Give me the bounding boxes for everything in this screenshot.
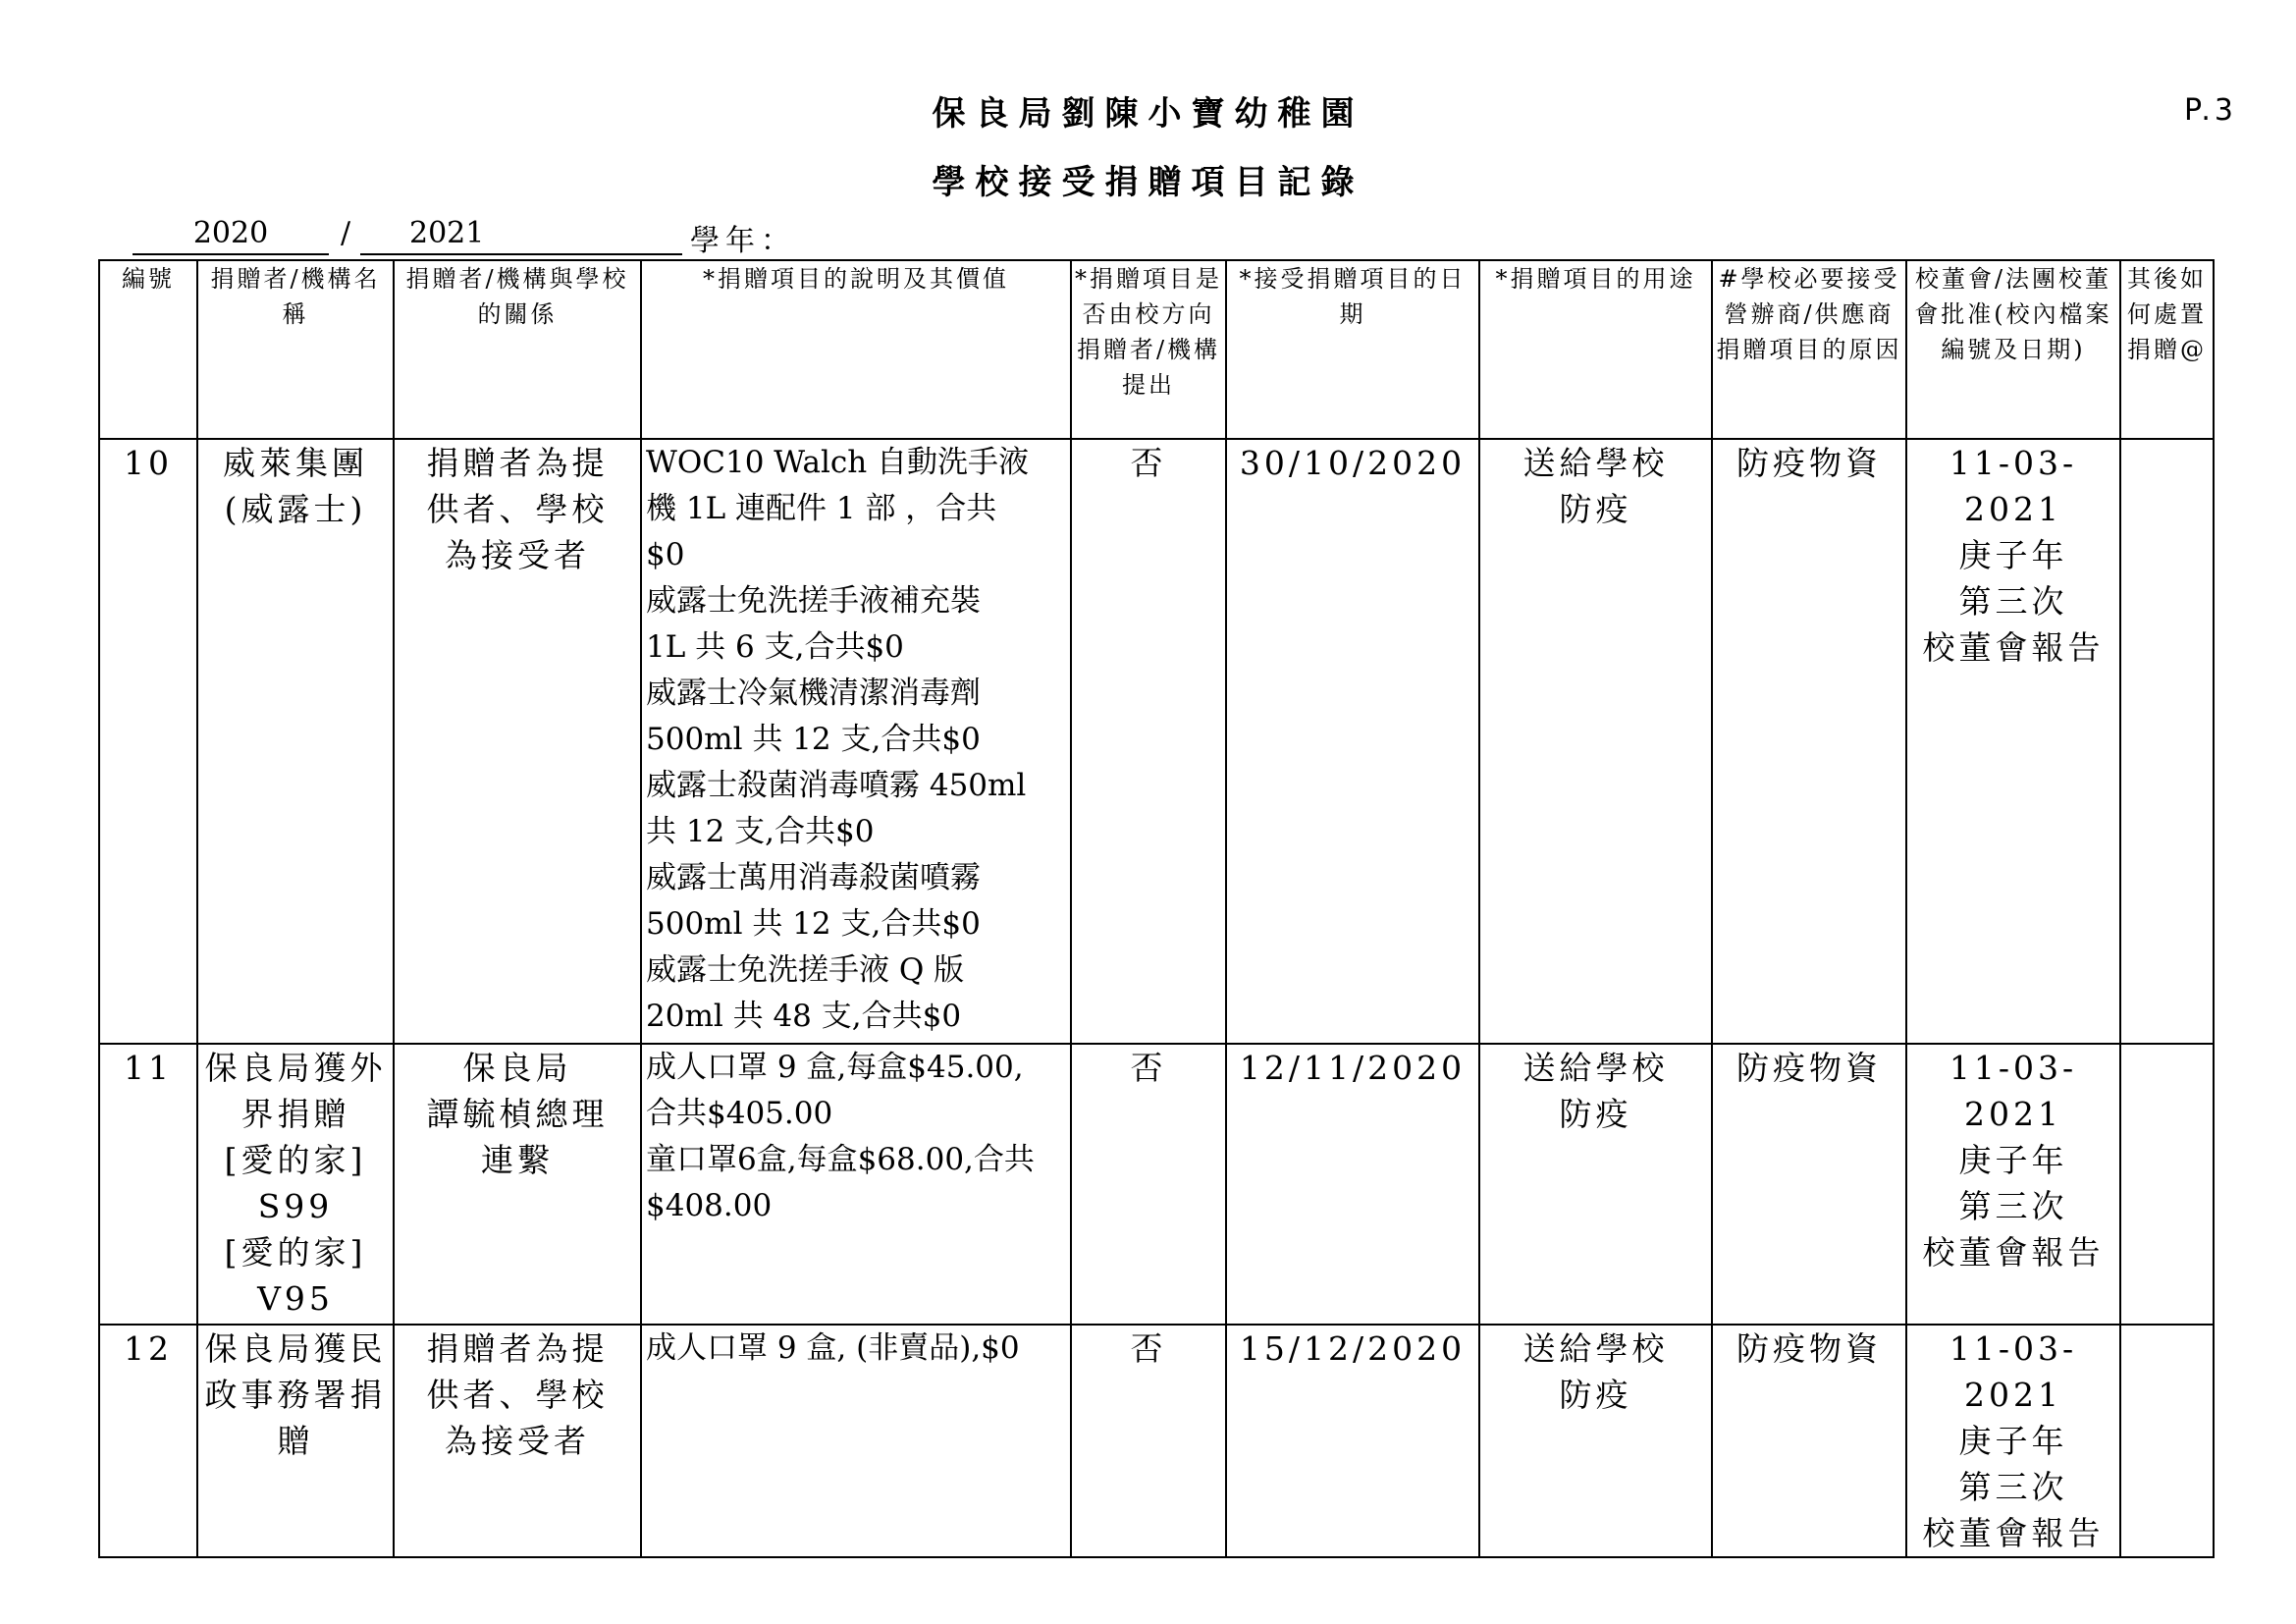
reason-cell: 防疫物資	[1712, 1044, 1906, 1325]
cell-line: 合共$405.00	[646, 1096, 833, 1131]
cell-line: 連繫	[481, 1141, 554, 1179]
cell-line: 500ml 共 12 支,合共$0	[646, 722, 981, 757]
cell-line: 捐贈者為提	[426, 1329, 609, 1368]
donor-cell	[197, 1325, 394, 1557]
cell-line: 校董會報告	[1922, 1514, 2105, 1552]
relation-cell	[394, 439, 641, 1044]
school-name: 保良局劉陳小寶幼稚園	[932, 94, 1364, 134]
cell-line: 1L 共 6 支,合共$0	[646, 629, 904, 665]
cell-line: [愛的家]	[224, 1141, 367, 1179]
cell-line: 童口罩6盒,每盒$68.00,合共	[646, 1142, 1035, 1177]
cell-line: 11-03-2021	[1949, 1329, 2078, 1414]
date-cell: 30/10/2020	[1226, 439, 1479, 1044]
header-row	[99, 260, 2214, 439]
col-number-header: 編號	[99, 260, 197, 439]
cell-line: 送給學校	[1522, 1329, 1669, 1368]
cell-line: 庚子年	[1958, 1422, 2068, 1460]
purpose-cell	[1479, 1044, 1712, 1325]
col-relation-header: 捐贈者/機構與學校的關係	[394, 260, 641, 439]
cell-line: 為接受者	[445, 1422, 590, 1460]
table-row	[99, 1325, 2214, 1557]
col-approval-header: 校董會/法團校董會批准(校內檔案編號及日期)	[1906, 260, 2120, 439]
cell-line: V95	[257, 1279, 334, 1318]
relation-cell	[394, 1044, 641, 1325]
purpose-cell	[1479, 439, 1712, 1044]
cell-line: 威露士免洗搓手液補充裝	[646, 583, 981, 619]
cell-line: 第三次	[1958, 1187, 2068, 1225]
cell-line: 捐贈者為提	[426, 444, 609, 482]
cell-line: 防疫	[1559, 1376, 1632, 1414]
col-donor-name-header: 捐贈者/機構名稱	[197, 260, 394, 439]
cell-line: 防疫	[1559, 1095, 1632, 1133]
approval-cell	[1906, 1044, 2120, 1325]
approval-cell	[1906, 1325, 2120, 1557]
date-cell: 15/12/2020	[1226, 1325, 1479, 1557]
disposal-cell	[2120, 439, 2214, 1044]
date-cell: 12/11/2020	[1226, 1044, 1479, 1325]
number-cell: 11	[99, 1044, 197, 1325]
requested-cell: 否	[1071, 1325, 1226, 1557]
col-date-header: *接受捐贈項目的日期	[1226, 260, 1479, 439]
form-title: 學校接受捐贈項目記錄	[932, 163, 1364, 202]
cell-line: 威露士殺菌消毒噴霧 450ml	[646, 768, 1027, 803]
table-row	[99, 1044, 2214, 1325]
cell-line: 保良局獲民	[204, 1329, 387, 1368]
cell-line: 500ml 共 12 支,合共$0	[646, 906, 981, 942]
cell-line: WOC10 Walch 自動洗手液	[646, 445, 1030, 480]
reason-cell: 防疫物資	[1712, 1325, 1906, 1557]
description-cell	[641, 1325, 1071, 1557]
purpose-cell	[1479, 1325, 1712, 1557]
cell-line: 第三次	[1958, 582, 2068, 621]
cell-line: 威露士免洗搓手液 Q 版	[646, 952, 965, 988]
cell-line: 11-03-2021	[1949, 1049, 2078, 1133]
cell-line: $0	[646, 537, 685, 572]
cell-line: 保良局獲外	[204, 1049, 387, 1087]
disposal-cell	[2120, 1325, 2214, 1557]
year-separator: /	[341, 216, 351, 250]
col-disposal-header: 其後如何處置捐贈@	[2120, 260, 2214, 439]
cell-line: 庚子年	[1958, 1141, 2068, 1179]
cell-line: [愛的家]	[224, 1233, 367, 1272]
cell-line: 贈	[277, 1422, 314, 1460]
cell-line: 送給學校	[1522, 1049, 1669, 1087]
col-requested-header: *捐贈項目是否由校方向捐贈者/機構提出	[1071, 260, 1226, 439]
year-end: 2021	[409, 216, 485, 250]
cell-line: 校董會報告	[1922, 628, 2105, 667]
cell-line: 共 12 支,合共$0	[646, 814, 875, 849]
cell-line: 供者、學校	[426, 490, 609, 528]
disposal-cell	[2120, 1044, 2214, 1325]
cell-line: 成人口罩 9 盒,每盒$45.00,	[646, 1050, 1024, 1085]
description-cell	[641, 1044, 1071, 1325]
table-row	[99, 439, 2214, 1044]
description-cell	[641, 439, 1071, 1044]
number-cell: 12	[99, 1325, 197, 1557]
cell-line: 20ml 共 48 支,合共$0	[646, 999, 962, 1034]
donor-cell	[197, 1044, 394, 1325]
cell-line: 機 1L 連配件 1 部 ，合共	[646, 491, 997, 526]
cell-line: 第三次	[1958, 1468, 2068, 1506]
approval-cell	[1906, 439, 2120, 1044]
cell-line: 校董會報告	[1922, 1233, 2105, 1272]
year-label: 學年：	[690, 224, 796, 258]
cell-line: 送給學校	[1522, 444, 1669, 482]
cell-line: 庚子年	[1958, 536, 2068, 574]
cell-line: 威萊集團	[223, 444, 368, 482]
col-purpose-header: *捐贈項目的用途	[1479, 260, 1712, 439]
cell-line: 為接受者	[445, 536, 590, 574]
donation-record-table	[98, 259, 2215, 1558]
reason-cell: 防疫物資	[1712, 439, 1906, 1044]
cell-line: 界捐贈	[240, 1095, 350, 1133]
year-start: 2020	[133, 216, 329, 255]
year-end-field	[360, 216, 682, 255]
cell-line: 成人口罩 9 盒, (非賣品),$0	[646, 1330, 1020, 1366]
cell-line: 譚毓楨總理	[426, 1095, 609, 1133]
relation-cell	[394, 1325, 641, 1557]
page-number: P.3	[2183, 93, 2237, 128]
cell-line: S99	[257, 1187, 334, 1225]
number-cell: 10	[99, 439, 197, 1044]
donor-cell	[197, 439, 394, 1044]
cell-line: 政事務署捐	[204, 1376, 387, 1414]
cell-line: 防疫	[1559, 490, 1632, 528]
col-description-header: *捐贈項目的說明及其價值	[641, 260, 1071, 439]
col-reason-header: #學校必要接受營辦商/供應商捐贈項目的原因	[1712, 260, 1906, 439]
cell-line: 保良局	[462, 1049, 572, 1087]
cell-line: 11-03-2021	[1949, 444, 2078, 528]
requested-cell: 否	[1071, 1044, 1226, 1325]
cell-line: 威露士冷氣機清潔消毒劑	[646, 676, 981, 711]
requested-cell: 否	[1071, 439, 1226, 1044]
cell-line: 威露士萬用消毒殺菌噴霧	[646, 860, 981, 895]
table-body	[99, 439, 2214, 1557]
cell-line: 供者、學校	[426, 1376, 609, 1414]
cell-line: (威露士)	[224, 490, 367, 528]
cell-line: $408.00	[646, 1188, 773, 1223]
